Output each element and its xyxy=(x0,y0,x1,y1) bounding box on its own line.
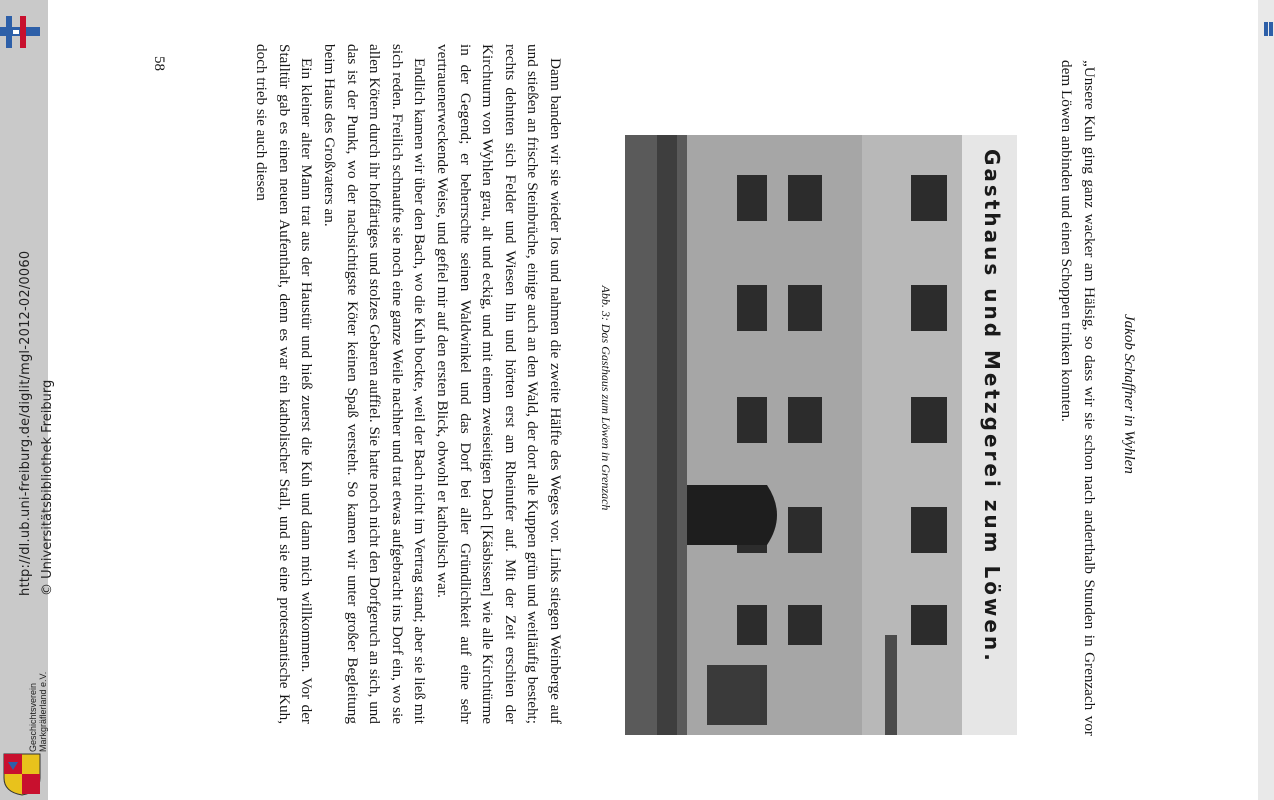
scanned-page xyxy=(140,44,1140,760)
body-paragraph: Ein kleiner alter Mann trat aus der Haustür und hieß zuerst die Kuh und dann mich willkommen. Vor der Stalltür gab es einen neuen Aufenthalt, denn es war ein katholischer Stall, und sie eine protestantische Kuh, doch trieb sie auch diesen xyxy=(253,44,316,724)
footer-verein-line1: Geschichtsverein xyxy=(28,682,38,752)
photo-illustration xyxy=(625,135,1017,735)
body-text xyxy=(250,44,566,724)
photo-gasthaus-loewen xyxy=(625,135,1017,735)
body-paragraph: Endlich kamen wir über den Bach, wo die Kuh bockte, weil der Bach nicht im Vertrag stand; aber sie ließ mit sich reden. Freilich schnaufte sie noch eine ganze Weile nachher und trat etwas aufgebracht ins Dorf ein, wo sie allen Kötern durch ihr hoffärtiges und stolzes Gebaren auffiel. Sie hatte noch nicht den Dorfgeruch an sich, und das ist der Punkt, wo der nachsichtigste Köter keinen Spaß versteht. So kamen wir unter großer Begleitung beim Haus des Großvaters an. xyxy=(321,44,429,724)
footer-url[interactable]: http://dl.ub.uni-freiburg.de/diglit/mgl-2012-02/0060 xyxy=(18,250,33,596)
footer-verein xyxy=(28,672,48,752)
viewer-marker-icon xyxy=(1264,22,1274,36)
running-header: Jakob Schaffner in Wyhlen xyxy=(1121,314,1137,474)
body-paragraph: Dann banden wir sie wieder los und nahmen die zweite Hälfte des Weges vor. Links stiegen Weinberge auf und stießen an frische Steinbrüche, einige auch an den Wald, der dort alle Kuppen grün und weitläufig besteht; rechts dehnten sich Felder und Wiesen hin und hörten erst am Rheinufer auf. Mit der Zeit erschien der Kirchturm von Wyhlen grau, alt und eckig, und mit einem zweiseitigen Dach [Käsbissen] wie alle Kirchtürme in der Gegend; er beherrschte seinen Waldwinkel und das Dorf bei aller Gründlichkeit auf eine sehr vertrauenerweckende Weise, und gefiel mir auf den ersten Blick, obwohl er katholisch war. xyxy=(434,44,564,724)
figure-caption: Abb. 3: Das Gasthaus zum Löwen in Grenzach xyxy=(599,285,613,511)
footer-verein-line2: Markgräflerland e.V. xyxy=(38,671,48,752)
footer-copyright: © Universitätsbibliothek Freiburg xyxy=(40,379,55,596)
paragraph-quote: „Unsere Kuh ging ganz wacker am Hälsig, so dass wir sie schon nach anderthalb Stunden in Grenzach vor dem Löwen anbinden und einen Schoppen trinken konnten. xyxy=(1058,60,1098,736)
verein-crest-icon xyxy=(2,752,42,796)
university-library-logo-icon xyxy=(0,12,40,52)
photo-sign-text: Gasthaus und Metzgerei zum Löwen. xyxy=(980,149,1004,664)
right-margin-strip xyxy=(1258,0,1274,800)
page-number: 58 xyxy=(151,56,167,71)
